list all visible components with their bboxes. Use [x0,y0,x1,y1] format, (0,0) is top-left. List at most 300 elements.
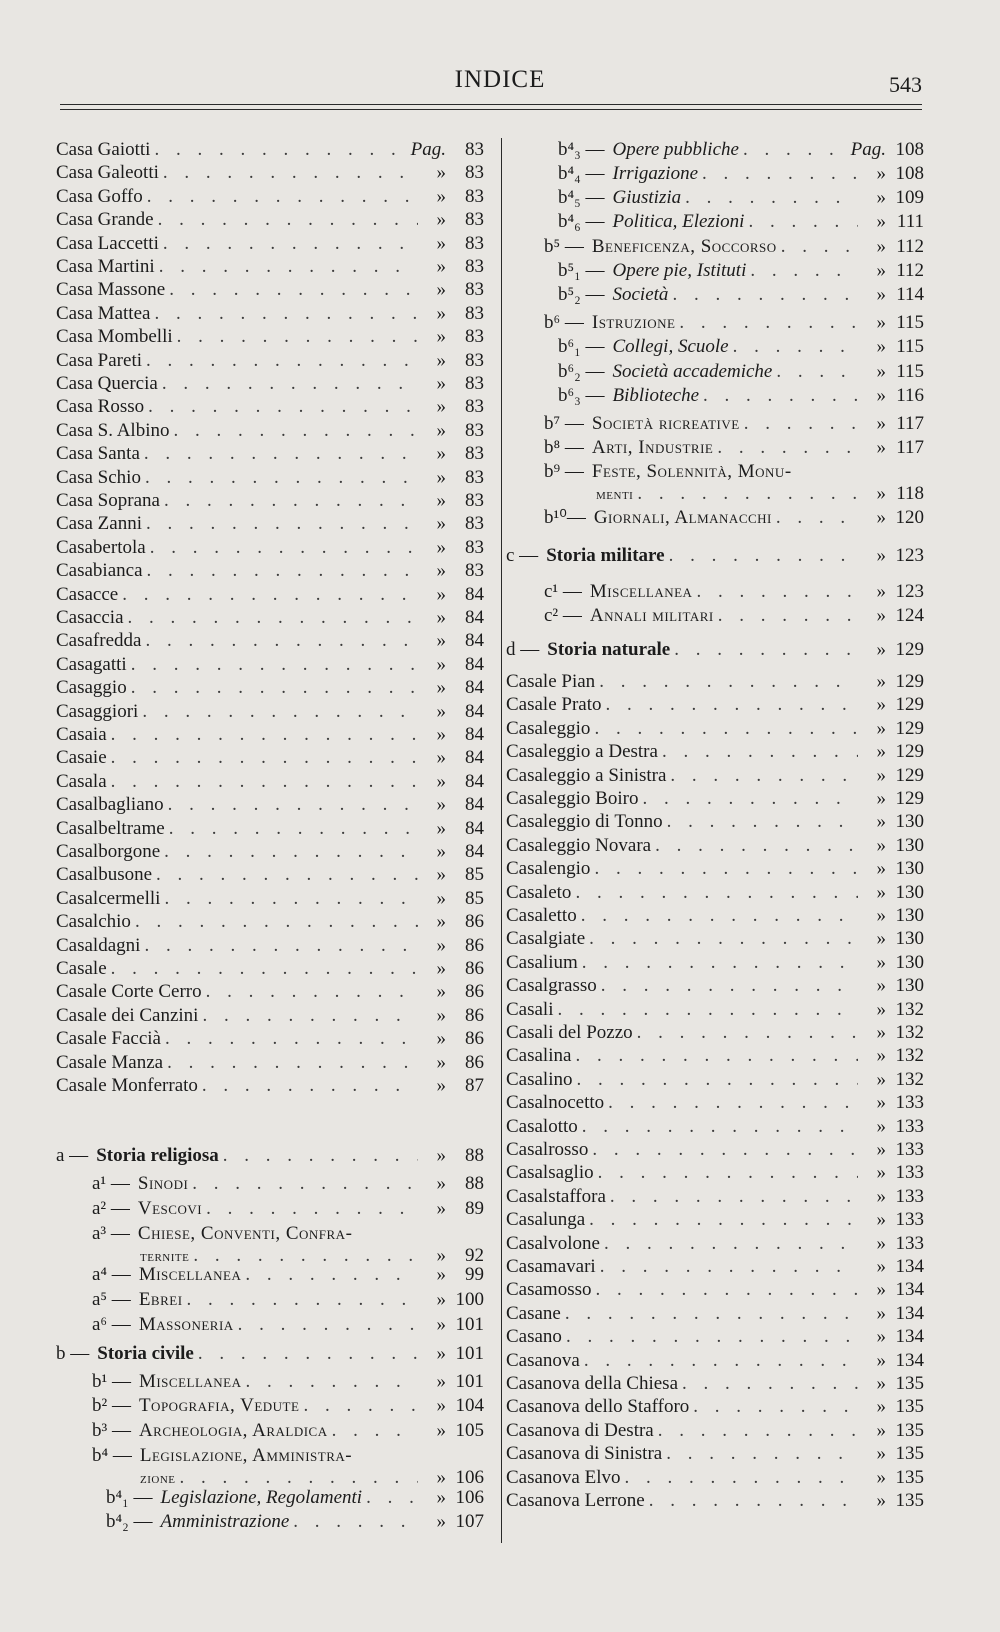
leader-dots [655,834,858,858]
entry-label: Casamosso [506,1279,592,1301]
index-entry [56,1370,484,1394]
page-ref: 129 [895,671,924,692]
entry-label: Casalchio [56,911,131,933]
page-ref: 83 [465,139,484,160]
page-ref-mark: » [436,1264,446,1285]
page-ref: 135 [895,1419,924,1441]
index-entry [506,544,924,568]
index-entry [506,138,924,162]
entry-label: Casa Grande [56,209,154,231]
entry-label-continued: menti [596,487,634,503]
entry-label: Casalotto [506,1115,578,1137]
entry-label: Casanova [506,1349,580,1371]
entry-prefix: b⁴₃ — [558,139,605,160]
page-ref: 129 [895,639,924,660]
page-ref: 133 [895,1232,924,1254]
entry-prefix: b³ — [92,1420,131,1441]
page-ref: 88 [465,1173,484,1194]
index-entry [506,1091,924,1115]
page-ref: 130 [895,928,924,950]
page-ref-mark: » [436,817,446,839]
page-ref: 111 [896,211,924,232]
leader-dots [144,934,418,958]
leader-dots [293,1510,418,1534]
page-ref-mark: » [876,998,886,1020]
index-entry [506,1372,924,1396]
page-ref-mark: » [436,981,446,1003]
page-ref: 86 [465,934,484,956]
page-ref-mark: » [436,396,446,418]
page-ref-mark: » [436,1028,446,1050]
entry-label: Casa Laccetti [56,232,159,254]
entry-label: Casanova di Destra [506,1419,654,1441]
entry-prefix: b⁵₂ — [558,284,605,305]
entry-label: Storia militare [546,545,665,566]
page-ref-mark: » [436,887,446,909]
page-ref-mark: » [436,560,446,582]
entry-label: Casalgrasso [506,975,597,997]
leader-dots [144,442,418,466]
leader-dots [743,138,838,162]
leader-dots [642,787,858,811]
entry-prefix: b¹ — [92,1371,131,1392]
page-ref-mark: » [876,1490,886,1511]
leader-dots [148,395,418,419]
page-ref: 84 [465,794,484,816]
page-ref: 112 [896,236,924,257]
leader-dots [592,1138,858,1162]
entry-prefix: c — [506,545,539,566]
index-entry [506,506,924,530]
page-ref: 84 [465,700,484,722]
page-ref-mark: » [876,639,886,660]
index-entry [56,302,484,326]
page-ref-mark: » [436,770,446,792]
entry-label: Casali del Pozzo [506,1022,633,1043]
page-ref-mark: » [436,1004,446,1026]
entry-prefix: b⁷ — [544,413,584,434]
page-ref: 135 [895,1443,924,1465]
entry-label: Casalstaffora [506,1185,606,1207]
entry-label: Miscellanea [138,1264,242,1285]
page-ref: 101 [455,1343,484,1364]
leader-dots [192,1172,418,1196]
index-entry [506,717,924,741]
page-ref-mark: » [876,1279,886,1301]
page-ref-mark: » [876,928,886,950]
index-entry [506,810,924,834]
page-ref-mark: Pag. [410,139,446,160]
page-ref-mark: » [876,1256,886,1277]
page-ref: 84 [465,630,484,652]
page-ref: 83 [465,302,484,324]
page-ref-mark: » [436,653,446,675]
entry-prefix: b¹⁰— [544,507,586,528]
page-ref-mark: » [436,958,446,979]
index-entry [56,1444,484,1468]
entry-prefix: b⁴ — [92,1445,132,1466]
page-ref-mark: » [876,1443,886,1465]
page-ref-mark: » [876,1302,886,1324]
page-ref: 83 [465,162,484,184]
entry-label: Casa Martini [56,256,155,277]
entry-label: Casalbusone [56,864,153,886]
index-entry [506,412,924,436]
page-ref: 123 [895,545,924,566]
entry-label: Casaccia [56,607,124,628]
entry-label: Casafredda [56,630,142,652]
leader-dots [781,235,858,259]
index-entry [56,395,484,419]
page-ref-mark: » [876,1349,886,1371]
entry-label: Casale Corte Cerro [56,981,202,1003]
entry-label: Casacce [56,583,119,605]
entry-prefix: a⁵ — [92,1289,131,1310]
entry-label: Casalina [506,1045,572,1067]
entry-label: Casalengio [506,858,591,880]
entry-prefix: b⁵₁ — [558,260,605,281]
page-ref-mark: » [436,1420,446,1441]
entry-label: Casanova di Sinistra [506,1443,663,1465]
header-rule-thin [60,109,922,110]
page-ref-mark: » [876,163,886,184]
entry-prefix: b² — [92,1395,131,1416]
leader-dots [366,1486,418,1510]
index-entry [56,700,484,724]
page-ref: 109 [895,187,924,208]
index-entry [506,1068,924,1092]
entry-prefix: b⁴₂ — [106,1511,153,1532]
page-ref: 106 [455,1487,484,1508]
entry-label: Casa S. Albino [56,419,170,441]
entry-label-continued: ternite [140,1249,190,1265]
page-ref-mark: » [436,232,446,254]
leader-dots [145,629,418,653]
page-ref-mark: » [436,630,446,652]
leader-dots [577,1068,859,1092]
page-ref-mark: » [876,671,886,692]
page-ref: 133 [895,1185,924,1207]
page-ref: 83 [465,419,484,441]
page-ref-mark: » [436,466,446,488]
leader-dots [147,559,418,583]
entry-label: Opere pubbliche [612,139,739,160]
entry-label: Giornali, Almanacchi [593,507,772,528]
page-ref: 101 [455,1371,484,1392]
page-ref-mark: » [436,1395,446,1416]
entry-prefix: a — [56,1145,89,1166]
index-entry [56,1144,484,1168]
entry-label: Miscellanea [138,1371,242,1392]
page-ref: 105 [455,1420,484,1441]
page-ref: 83 [465,560,484,582]
leader-dots [582,951,858,975]
page-ref: 135 [895,1490,924,1511]
page-ref-mark: » [876,788,886,809]
page-ref-mark: » [876,694,886,716]
page-ref: 83 [465,490,484,511]
leader-dots [748,210,858,234]
index-entry [506,604,924,628]
index-entry [56,653,484,677]
index-entry [56,817,484,841]
index-entry [506,1255,924,1279]
entry-label: Casamavari [506,1256,596,1277]
leader-dots [565,1302,858,1326]
page-ref-mark: » [436,911,446,933]
page-ref-mark: » [436,279,446,301]
index-entry [56,1074,484,1098]
entry-label: Biblioteche [612,385,700,406]
entry-prefix: a¹ — [92,1173,130,1194]
page-ref: 86 [465,1028,484,1050]
page-ref-mark: » [876,1419,886,1441]
entry-label: Topografia, Vedute [138,1395,300,1416]
page-ref-mark: » [876,975,886,997]
leader-dots [604,1232,858,1256]
entry-prefix: c² — [544,605,582,626]
entry-label: Casalvolone [506,1232,600,1254]
leader-dots [670,764,858,788]
index-entry [506,974,924,998]
leader-dots [145,466,418,490]
index-entry [506,1115,924,1139]
index-entry [56,138,484,162]
entry-label: Casa Goffo [56,185,143,207]
page-ref: 83 [465,256,484,277]
entry-label: Chiese, Conventi, Confra- [137,1223,353,1244]
page-ref-mark: » [876,1326,886,1348]
entry-label: Archeologia, Araldica [138,1420,328,1441]
entry-prefix: b⁴₆ — [558,211,605,232]
entry-label: Casa Santa [56,443,140,465]
leader-dots [154,138,398,162]
page-ref: 84 [465,583,484,605]
page-ref: 84 [465,607,484,628]
leader-dots [685,186,858,210]
index-entry [56,536,484,560]
header-rule [60,104,922,105]
leader-dots [156,863,418,887]
page-ref-mark: » [876,605,886,626]
page-ref-mark: » [436,536,446,558]
index-entry [56,910,484,934]
leader-dots [666,1442,858,1466]
leader-dots [111,770,418,794]
page-ref: 84 [465,653,484,675]
page-ref: 112 [896,260,924,281]
index-entry [56,1419,484,1443]
page-ref: 89 [465,1198,484,1219]
page-ref: 84 [465,770,484,792]
page-ref: 115 [896,312,924,333]
leader-dots [558,998,859,1022]
index-entry [56,629,484,653]
index-entry [506,638,924,662]
entry-label: Casalsaglio [506,1162,594,1184]
page-ref: 83 [465,326,484,348]
page-ref: 133 [895,1162,924,1184]
page-ref-mark: » [876,1022,886,1043]
page-ref-mark: » [436,256,446,277]
page-ref: 86 [465,958,484,979]
leader-dots [128,606,418,630]
page-ref-mark: » [876,1045,886,1067]
page-ref: 84 [465,747,484,769]
index-entry [56,606,484,630]
page-ref-mark: » [436,1289,446,1310]
page-ref: 129 [895,694,924,716]
entry-label: Opere pie, Istituti [612,260,747,281]
page-ref: 99 [465,1264,484,1285]
page-ref-mark: » [876,717,886,739]
entry-label: Società accademiche [612,361,773,382]
index-entry [56,185,484,209]
leader-dots [206,980,418,1004]
leader-dots [637,1021,858,1045]
leader-dots [667,810,858,834]
index-entry [506,1044,924,1068]
leader-dots [165,1027,418,1051]
page-ref-mark: » [436,1487,446,1508]
entry-prefix: b⁶₂ — [558,361,605,382]
page-ref: 84 [465,817,484,839]
index-entry [506,857,924,881]
index-entry [56,349,484,373]
leader-dots [589,1208,858,1232]
leader-dots [649,1489,858,1513]
leader-dots [672,283,858,307]
page-ref-mark: » [436,700,446,722]
page-ref-mark: » [436,583,446,605]
entry-label: Casale Pian [506,671,596,692]
page-ref: 83 [465,443,484,465]
leader-dots [744,412,858,436]
page-ref: 130 [895,858,924,880]
page-ref: 104 [455,1395,484,1416]
entry-prefix: b⁶ — [544,312,584,333]
index-entry [506,764,924,788]
entry-label: Casanova della Chiesa [506,1373,679,1394]
entry-label: Casanova Elvo [506,1466,621,1488]
index-entry [506,1161,924,1185]
index-entry [56,1172,484,1196]
index-entry [56,232,484,256]
index-entry [506,210,924,234]
page-ref-mark: » [436,490,446,511]
page-ref-mark: » [876,507,886,528]
index-entry [56,1313,484,1337]
page-ref: 132 [895,1045,924,1067]
entry-prefix: c¹ — [544,581,582,602]
page-ref-mark: » [876,1209,886,1231]
page-ref: 86 [465,911,484,933]
leader-dots [245,1263,418,1287]
page-ref: 88 [465,1145,484,1166]
leader-dots [679,311,858,335]
index-entry [56,559,484,583]
page-ref: 106 [455,1467,484,1488]
entry-label: Casalium [506,951,578,973]
page-ref-mark: » [436,724,446,745]
entry-label: Storia religiosa [96,1145,219,1166]
index-entry [56,1510,484,1534]
leader-dots [600,1255,858,1279]
entry-label: Casaletto [506,905,577,926]
page-ref: 130 [895,834,924,856]
page-ref-mark: » [876,1092,886,1114]
entry-label: Casagatti [56,653,127,675]
index-entry [506,1138,924,1162]
entry-label: Casalbeltrame [56,817,165,839]
page-ref: 108 [895,139,924,160]
page-ref-mark: » [436,1314,446,1335]
entry-label: Casaggio [56,677,127,699]
page-ref: 83 [465,466,484,488]
entry-label: Casale [56,958,107,979]
page-ref-mark: » [876,811,886,833]
page-ref-mark: » [436,1198,446,1219]
entry-prefix: a⁴ — [92,1264,131,1285]
leader-dots [703,384,858,408]
page-ref-mark: » [436,1051,446,1073]
entry-label: Istruzione [591,312,676,333]
entry-label: Casa Gaiotti [56,139,151,160]
index-entry [506,1021,924,1045]
entry-label: Casaleto [506,881,572,903]
page-ref: 118 [896,483,924,504]
page-ref-mark: » [876,858,886,880]
page-ref: 86 [465,1051,484,1073]
entry-prefix: a³ — [92,1223,130,1244]
leader-dots [146,349,418,373]
leader-dots [111,723,418,747]
leader-dots [158,208,418,232]
page-ref-mark: » [436,1245,446,1266]
page-ref-mark: » [436,1371,446,1392]
entry-label: Irrigazione [612,163,698,184]
page-ref-mark: » [876,413,886,434]
page-ref-mark: » [876,545,886,566]
page-ref-mark: » [876,951,886,973]
index-entry [506,1489,924,1513]
index-entry [56,746,484,770]
index-entry [506,787,924,811]
page-ref: 133 [895,1115,924,1137]
leader-dots [575,1044,858,1068]
index-entry [56,1288,484,1312]
leader-dots [594,717,858,741]
index-entry [56,278,484,302]
leader-dots [733,335,858,359]
index-entry [56,840,484,864]
leader-dots [776,506,858,530]
index-entry [506,1349,924,1373]
entry-label: Casaleggio Novara [506,834,652,856]
page-ref: 133 [895,1209,924,1231]
entry-prefix: b⁶₁ — [558,336,605,357]
entry-prefix: b⁹ — [544,461,584,482]
page-ref-mark: » [876,834,886,856]
page-ref: 83 [465,536,484,558]
page-ref: 132 [895,998,924,1020]
entry-label: Vescovi [137,1198,203,1219]
leader-dots [111,957,418,981]
entry-prefix: b⁴₅ — [558,187,605,208]
index-entry [56,1004,484,1028]
entry-label: Casali [506,998,554,1020]
index-entry-continued [506,482,924,507]
